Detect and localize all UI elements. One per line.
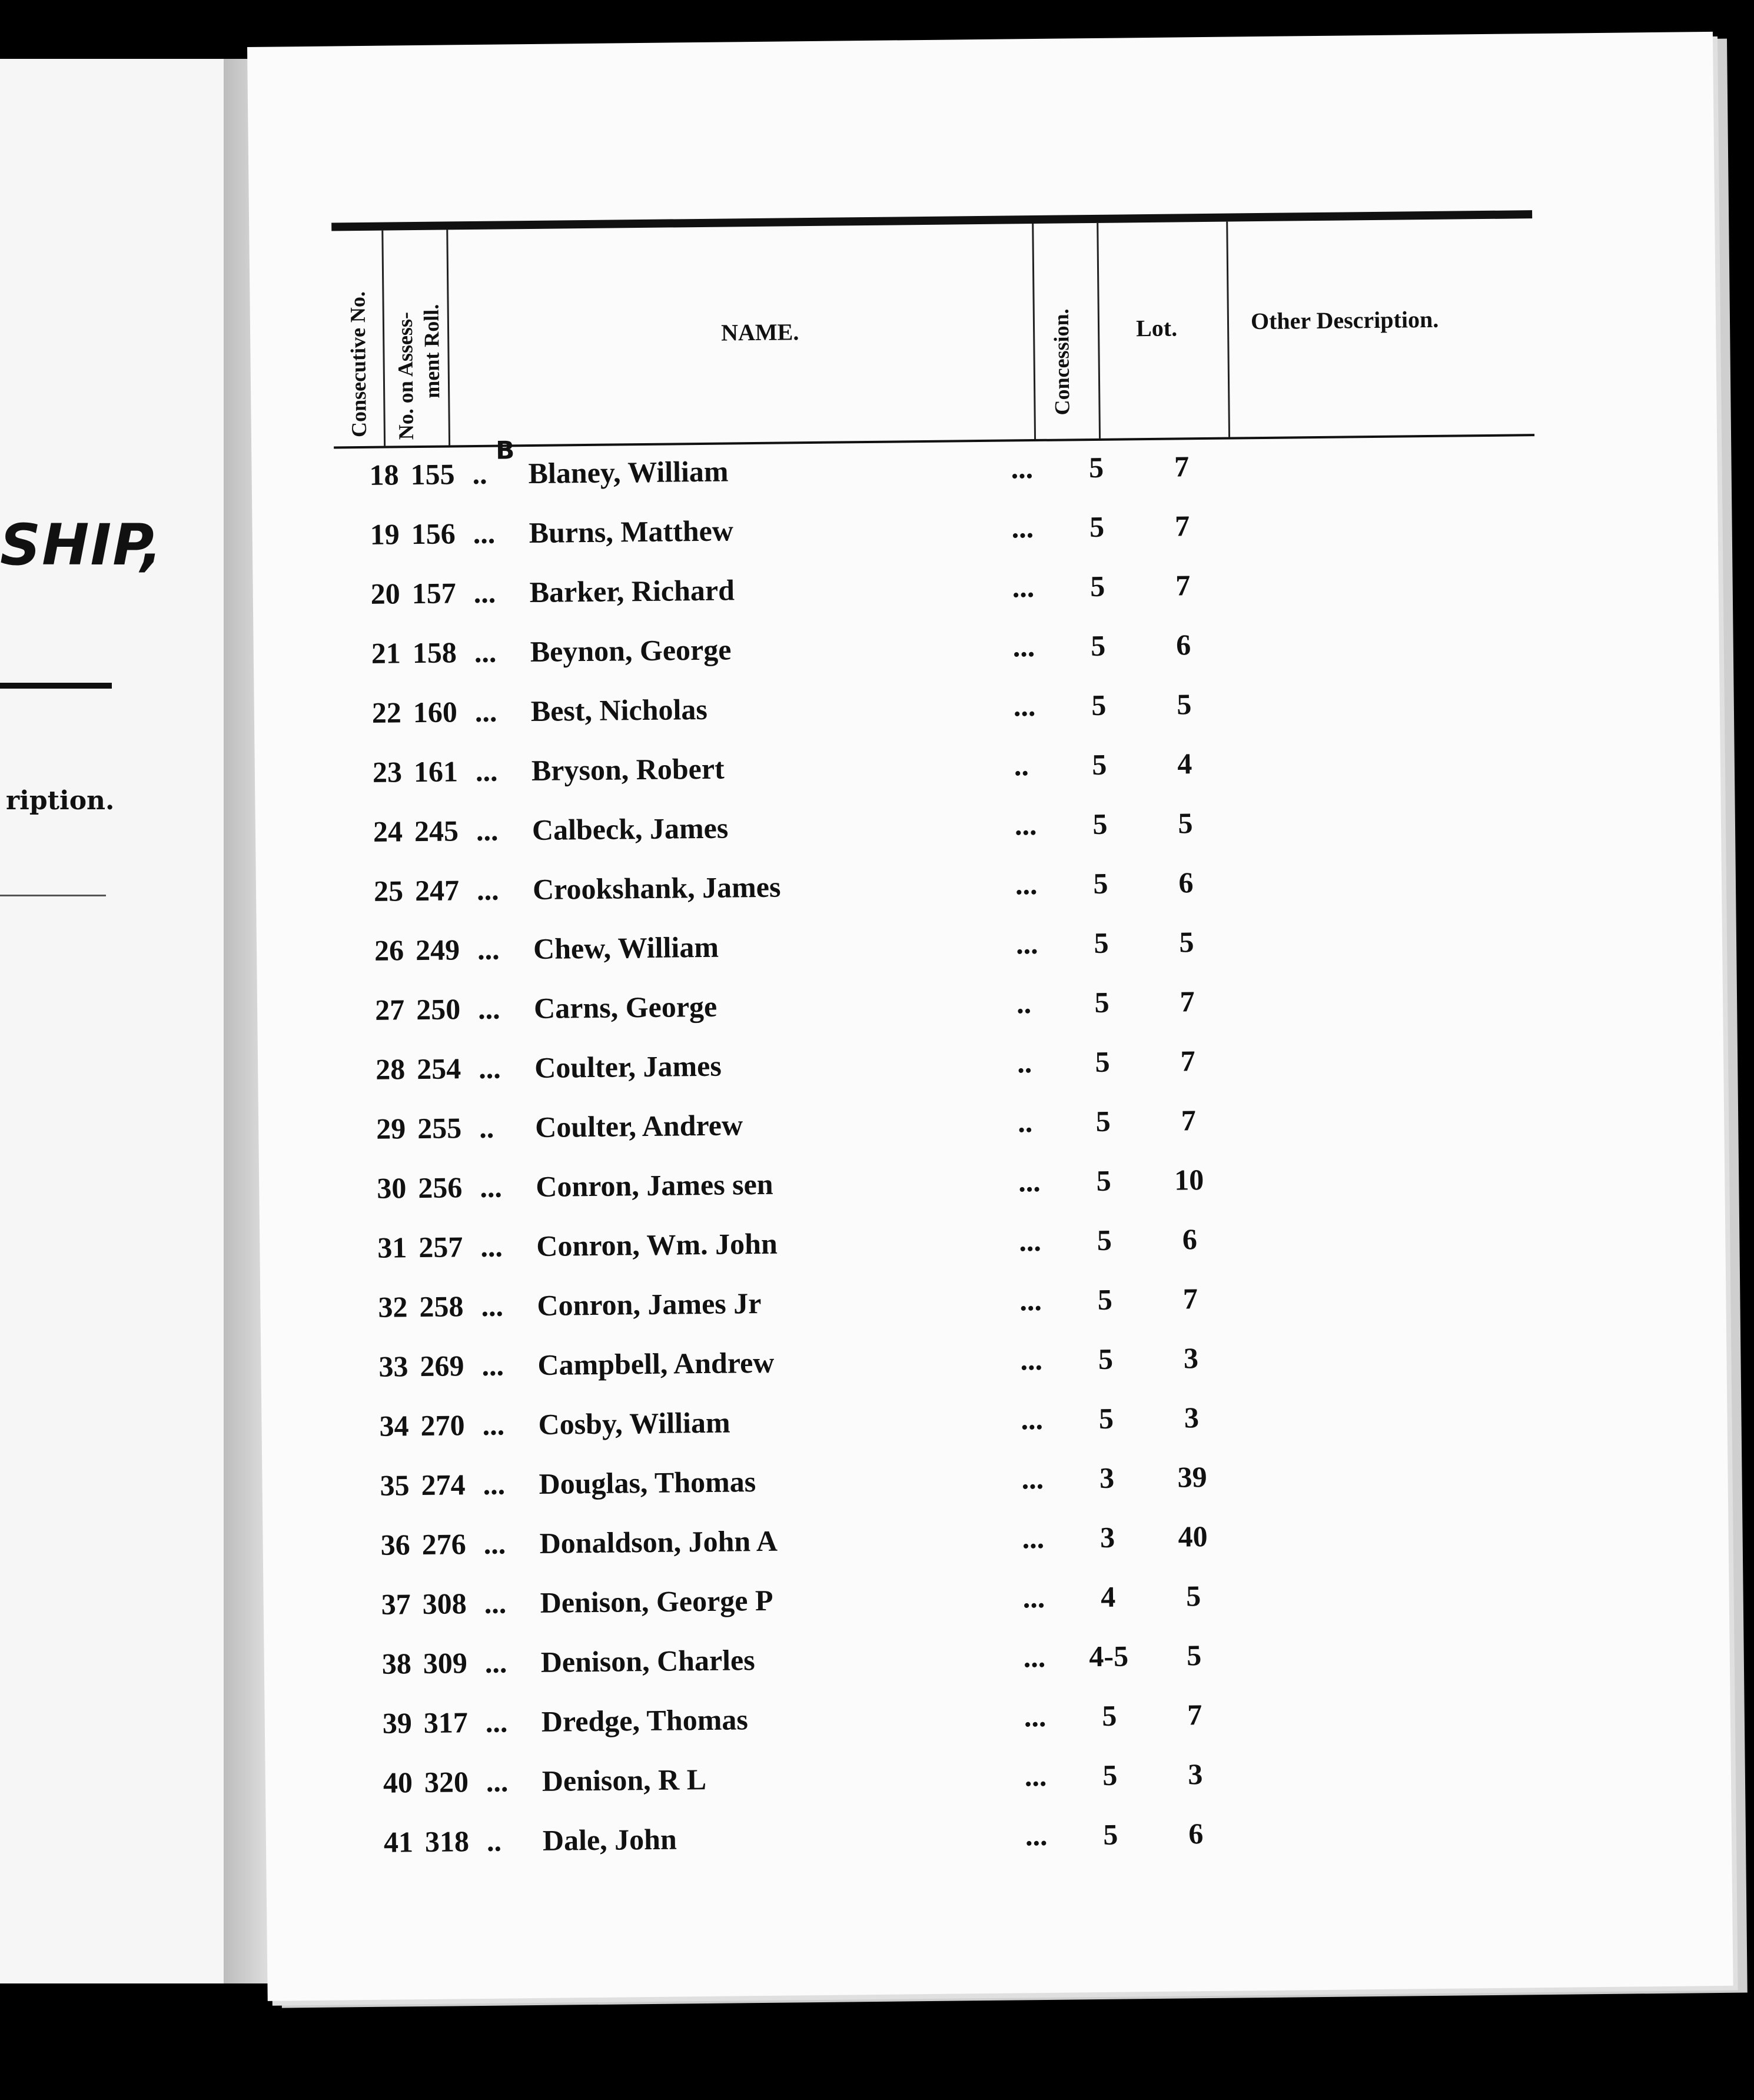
concession-cell: 5 [1093,866,1108,901]
name-cell: Conron, James sen [536,1167,773,1203]
assessment-no-cell: 249 [415,933,460,967]
concession-cell: 5 [1098,1342,1114,1375]
name-cell: Blaney, William [528,454,729,490]
assessment-no-cell: 250 [416,992,461,1026]
leader-dots: ... [474,635,497,669]
consecutive-no-cell: 31 [377,1231,407,1264]
lot-cell: 7 [1175,569,1191,602]
concession-cell: 5 [1101,1699,1117,1732]
lot-cell: 7 [1174,509,1190,543]
lot-cell: 7 [1174,450,1190,483]
consecutive-no-cell: 22 [371,696,402,729]
assessment-no-cell: 155 [410,457,455,491]
header-consecutive-no: Consecutive No. [346,291,371,438]
leader-dots: .. [1017,1105,1033,1139]
leader-dots: ... [480,1230,503,1263]
name-cell: Denison, Charles [540,1643,755,1679]
name-cell: Chew, William [533,930,719,965]
leader-dots: ... [1023,1640,1046,1674]
assessment-no-cell: 257 [418,1230,463,1264]
concession-cell: 5 [1098,1401,1114,1435]
assessment-no-cell: 157 [411,576,457,610]
leader-dots: .. [1016,1046,1032,1079]
concession-cell: 5 [1092,747,1107,782]
lot-cell: 7 [1181,1104,1196,1137]
consecutive-no-cell: 40 [383,1766,413,1799]
leader-dots: ... [1025,1818,1048,1852]
name-cell: Denison, George P [540,1583,773,1619]
leader-dots: .. [486,1824,502,1858]
leader-dots: .. [1016,986,1032,1020]
leader-dots: ... [475,754,498,788]
concession-cell: 5 [1097,1223,1112,1257]
name-cell: Cosby, William [538,1405,730,1441]
lot-cell: 7 [1180,985,1195,1018]
concession-cell: 3 [1099,1520,1115,1554]
leader-dots: ... [1011,451,1034,485]
leader-dots: ... [481,1348,504,1382]
divider-cons [381,231,386,446]
consecutive-no-cell: 32 [378,1290,408,1324]
header-concession: Concession. [1049,308,1074,416]
leader-dots: ... [485,1705,508,1739]
concession-cell: 5 [1094,926,1109,960]
consecutive-no-cell: 36 [380,1528,410,1561]
concession-cell: 5 [1096,1164,1112,1197]
consecutive-no-cell: 27 [374,993,405,1026]
name-cell: Calbeck, James [531,811,729,847]
concession-cell: 5 [1102,1758,1118,1792]
name-cell: Dredge, Thomas [541,1703,749,1738]
concession-cell: 5 [1092,807,1108,841]
leader-dots: ... [476,813,499,847]
consecutive-no-cell: 29 [376,1112,406,1145]
leader-dots: ... [1018,1164,1041,1198]
name-cell: Campbell, Andrew [537,1345,775,1381]
leader-dots: ... [1020,1343,1043,1377]
name-cell: Conron, Wm. John [536,1227,778,1262]
name-cell: Denison, R L [542,1762,707,1797]
assessment-no-cell: 254 [416,1052,461,1086]
leader-dots: ... [473,516,496,550]
lot-cell: 6 [1178,866,1194,899]
divider-lot [1226,222,1230,437]
assessment-no-cell: 156 [411,517,456,551]
lot-cell: 5 [1176,687,1192,721]
concession-cell: 5 [1088,450,1104,484]
lot-cell: 7 [1182,1282,1198,1315]
leader-dots: ... [1015,927,1038,961]
leader-dots: ... [477,992,500,1025]
leader-dots: ... [1012,630,1035,663]
assessment-no-cell: 276 [421,1527,466,1561]
left-page-column-fragment: ription. [6,786,115,816]
assessment-no-cell: 269 [420,1349,464,1383]
concession-cell: 4 [1100,1580,1116,1613]
consecutive-no-cell: 24 [373,815,403,848]
leader-dots: ... [1024,1759,1047,1793]
lot-cell: 3 [1184,1401,1200,1434]
lot-cell: 5 [1185,1579,1201,1613]
concession-cell: 5 [1089,510,1105,544]
assessment-no-cell: 247 [414,873,460,908]
header-assessment-no-line1: No. on Assess- [393,311,418,440]
leader-dots: ... [473,576,496,610]
assessment-no-cell: 258 [419,1290,464,1324]
name-cell: Conron, James Jr [537,1286,762,1322]
leader-dots: ... [1019,1224,1042,1258]
name-cell: Barker, Richard [529,573,735,609]
name-cell: Crookshank, James [532,870,781,906]
leader-dots: ... [481,1289,504,1323]
consecutive-no-cell: 30 [377,1171,407,1205]
concession-cell: 5 [1095,1045,1110,1079]
left-page-rule-thin [0,895,106,896]
concession-cell: 4-5 [1089,1639,1129,1673]
lot-cell: 6 [1188,1817,1204,1850]
assessment-no-cell: 308 [422,1587,467,1621]
lot-cell: 5 [1179,925,1194,959]
header-assessment-no-line2: ment Roll. [419,304,444,398]
concession-cell: 5 [1090,629,1106,663]
lot-cell: 3 [1188,1757,1203,1791]
concession-cell: 5 [1091,688,1107,722]
leader-dots: ... [1011,511,1034,544]
register-table [247,32,1733,2001]
leader-dots: ... [478,1051,501,1085]
name-cell: Beynon, George [530,633,732,669]
lot-cell: 5 [1178,806,1193,840]
consecutive-no-cell: 39 [382,1706,413,1740]
name-cell: Donaldson, John A [539,1524,778,1560]
lot-cell: 6 [1182,1222,1198,1256]
assessment-no-cell: 256 [418,1171,463,1205]
left-page-rule [0,683,112,689]
lot-cell: 4 [1177,747,1192,780]
assessment-no-cell: 270 [420,1408,465,1443]
consecutive-no-cell: 37 [381,1587,411,1621]
concession-cell: 5 [1095,1104,1111,1138]
lot-cell: 39 [1177,1460,1207,1494]
assessment-no-cell: 245 [414,814,459,848]
assessment-no-cell: 255 [417,1111,462,1145]
consecutive-no-cell: 35 [380,1468,410,1502]
concession-cell: 5 [1089,569,1105,603]
consecutive-no-cell: 28 [375,1052,406,1086]
consecutive-no-cell: 20 [370,577,401,610]
lot-cell: 40 [1178,1520,1208,1553]
consecutive-no-cell: 41 [383,1825,414,1859]
header-name: NAME. [720,318,799,346]
consecutive-no-cell: 18 [369,458,399,491]
lot-cell: 7 [1187,1698,1202,1732]
left-page-heading-fragment: SHIP, [0,512,164,578]
leader-dots: ... [486,1765,509,1798]
assessment-no-cell: 274 [421,1468,466,1502]
divider-roll [446,230,450,445]
assessment-no-cell: 160 [413,695,458,729]
leader-dots: ... [476,873,499,906]
name-cell: Dale, John [542,1822,677,1857]
leader-dots: ... [1014,808,1037,842]
leader-dots: ... [1024,1699,1047,1733]
leader-dots: ... [482,1408,505,1441]
name-cell: Carns, George [533,989,717,1025]
header-other-description: Other Description. [1250,305,1439,335]
leader-dots: .. [479,1111,494,1144]
assessment-no-cell: 318 [424,1825,470,1859]
consecutive-no-cell: 34 [379,1409,409,1443]
lot-cell: 6 [1175,628,1191,662]
leader-dots: ... [477,932,500,966]
concession-cell: 5 [1097,1282,1113,1316]
lot-cell: 10 [1174,1163,1204,1197]
lot-cell: 3 [1183,1341,1199,1375]
leader-dots: ... [1012,570,1035,604]
consecutive-no-cell: 21 [371,636,401,670]
leader-dots: ... [474,695,497,729]
leader-dots: .. [1014,749,1029,782]
lot-cell: 7 [1180,1044,1195,1078]
leader-dots: ... [1022,1521,1045,1555]
leader-dots: ... [483,1527,506,1560]
name-cell: Burns, Matthew [529,514,734,550]
assessment-no-cell: 317 [423,1706,469,1740]
divider-concession [1097,223,1101,438]
name-cell: Coulter, James [534,1049,722,1084]
leader-dots: ... [1013,689,1036,723]
consecutive-no-cell: 23 [372,755,403,789]
divider-name [1032,224,1036,439]
leader-dots: .. [472,457,487,491]
left-facing-page [0,59,227,1983]
assessment-no-cell: 320 [424,1765,469,1799]
table-top-rule [331,210,1532,231]
leader-dots: ... [484,1646,507,1679]
concession-cell: 5 [1103,1817,1118,1851]
leader-dots: ... [1022,1580,1045,1614]
leader-dots: ... [1019,1283,1042,1317]
name-cell: Best, Nicholas [530,692,708,728]
right-page [247,32,1733,2001]
consecutive-no-cell: 19 [370,517,400,551]
consecutive-no-cell: 25 [373,874,404,908]
lot-cell: 5 [1186,1639,1202,1672]
name-cell: Douglas, Thomas [539,1465,756,1500]
concession-cell: 5 [1094,985,1109,1019]
header-lot: Lot. [1135,314,1178,342]
name-cell: Bryson, Robert [531,752,725,788]
assessment-no-cell: 161 [413,755,459,789]
consecutive-no-cell: 26 [374,933,404,967]
consecutive-no-cell: 38 [381,1647,412,1680]
leader-dots: ... [480,1170,503,1204]
section-letter: B [495,436,515,465]
leader-dots: ... [1015,868,1038,901]
assessment-no-cell: 309 [423,1646,468,1680]
leader-dots: ... [484,1586,507,1620]
assessment-no-cell: 158 [412,636,457,670]
leader-dots: ... [1021,1461,1044,1496]
consecutive-no-cell: 33 [378,1350,408,1383]
name-cell: Coulter, Andrew [534,1108,743,1144]
concession-cell: 3 [1099,1461,1115,1494]
leader-dots: ... [483,1467,506,1501]
leader-dots: ... [1021,1402,1044,1436]
